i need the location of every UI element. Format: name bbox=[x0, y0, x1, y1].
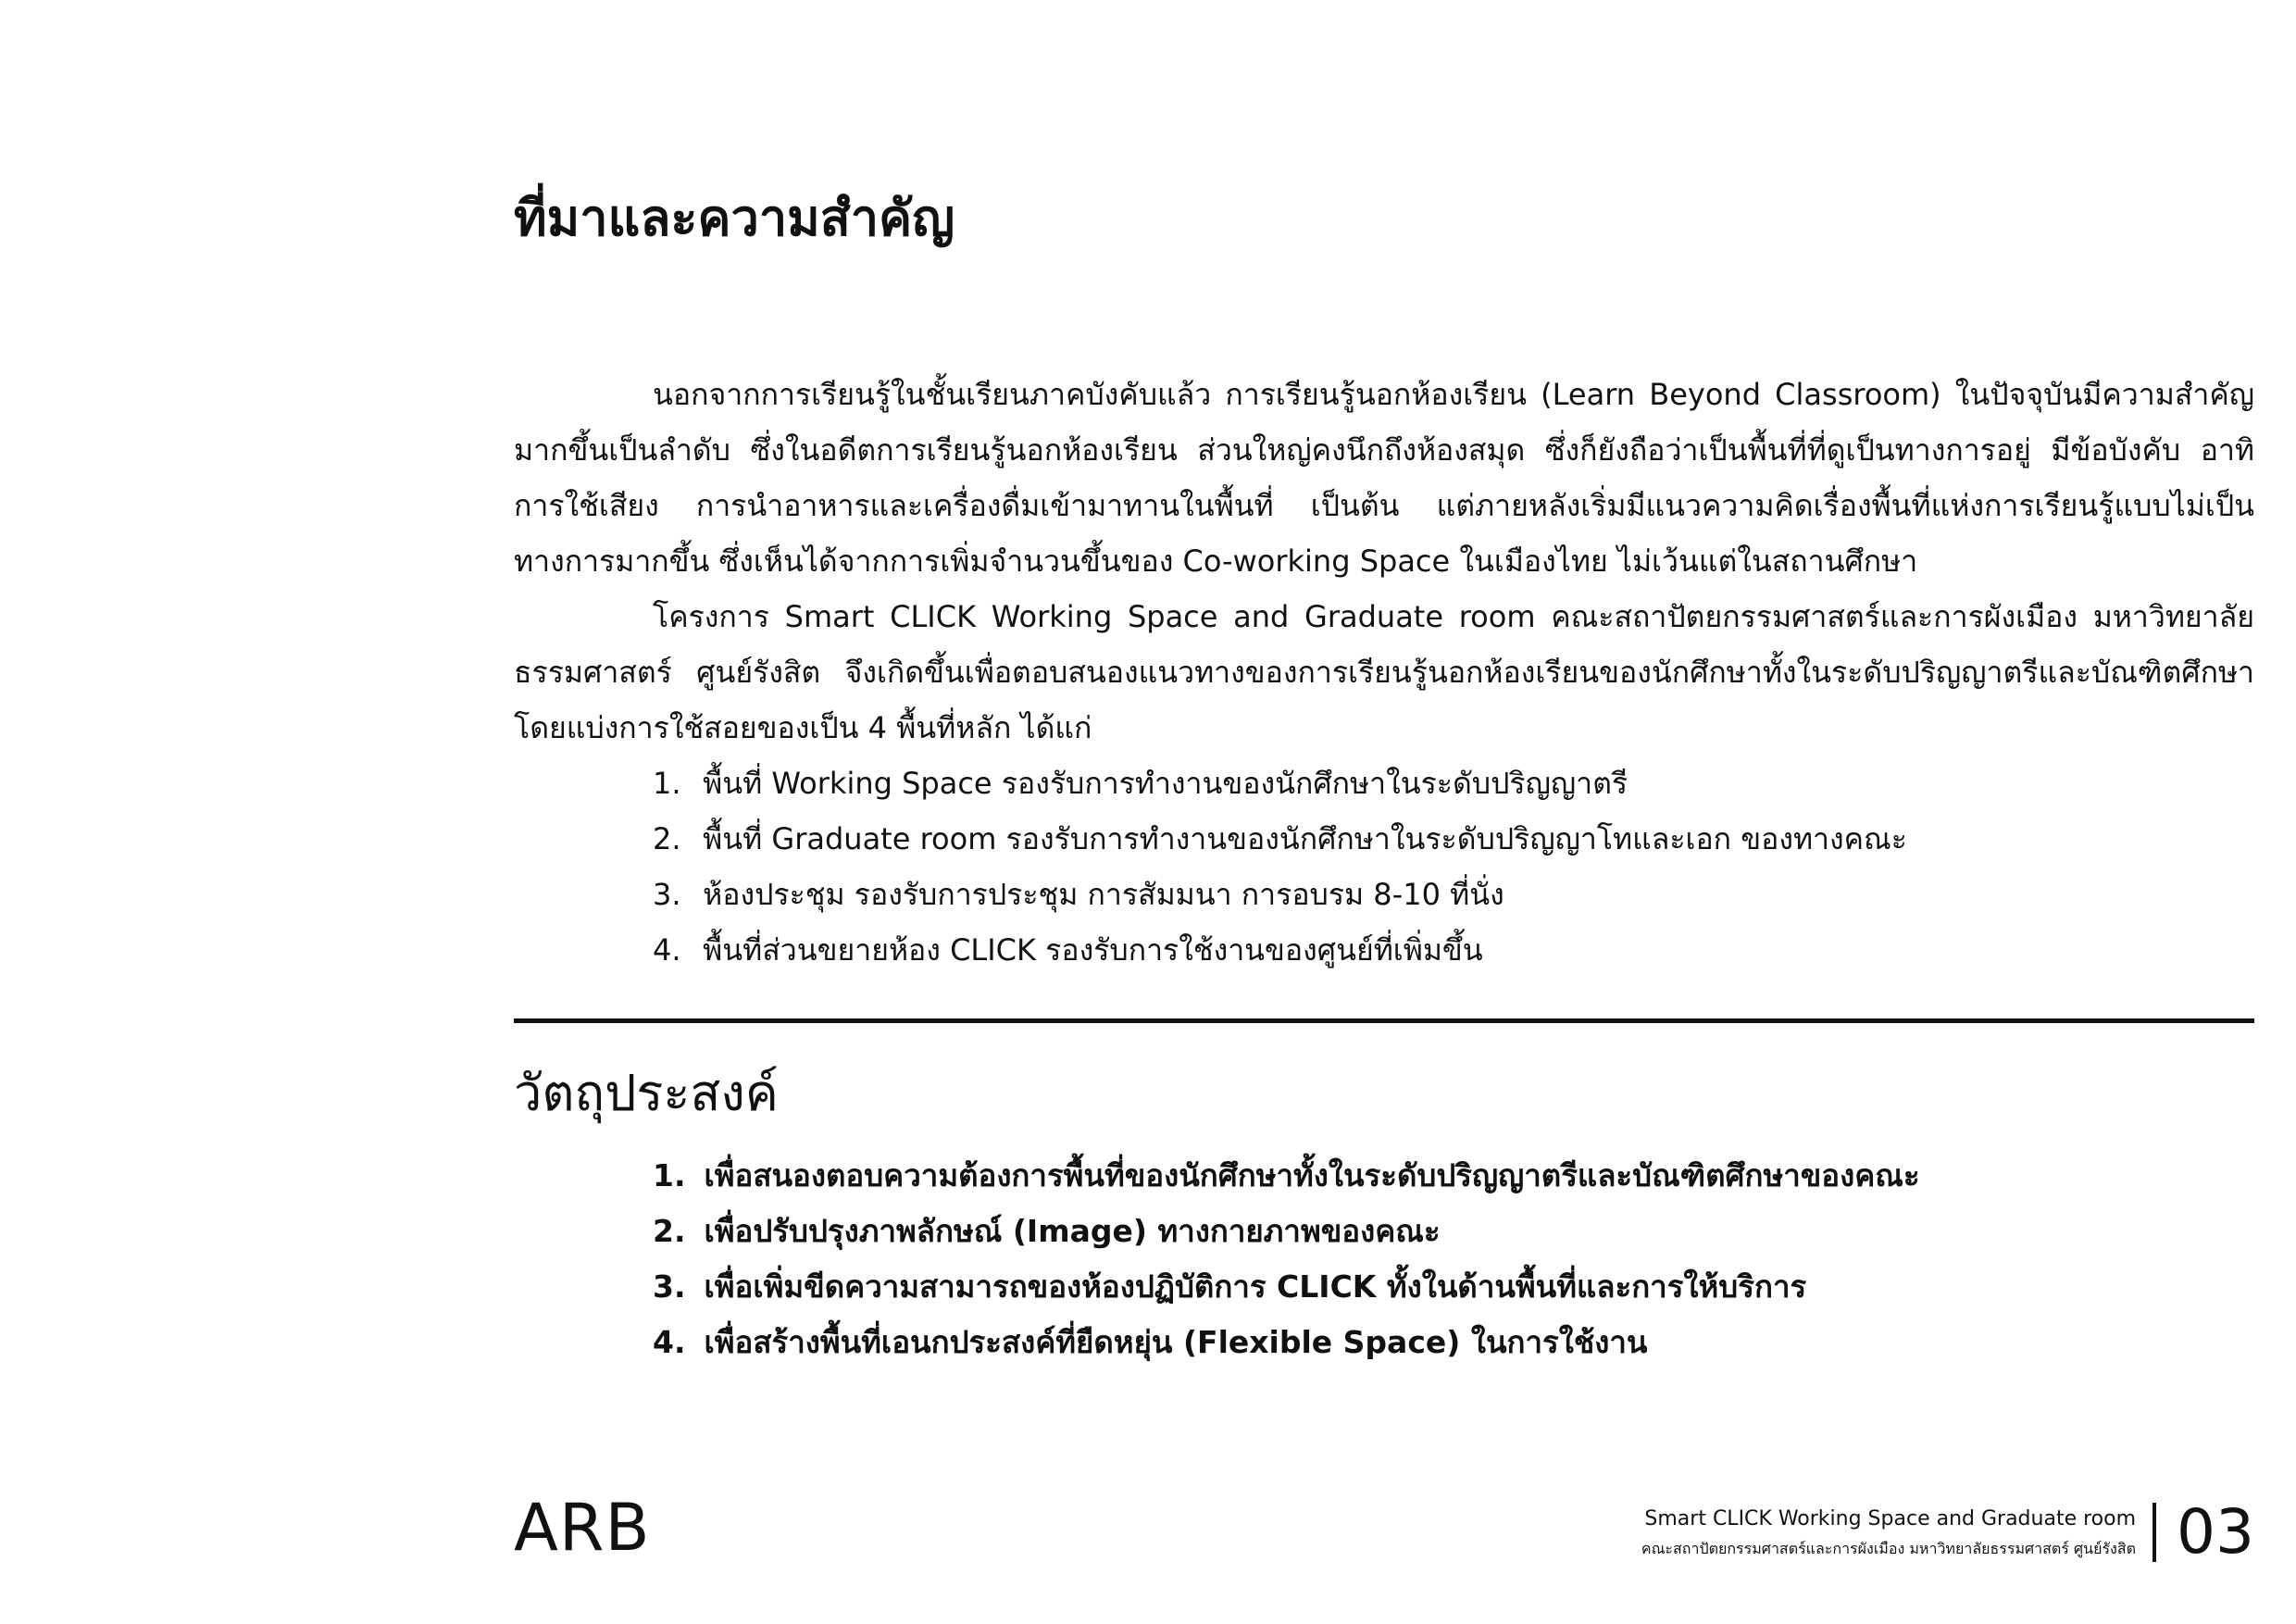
list-item bbox=[514, 811, 2254, 867]
paragraph-2: โครงการ Smart CLICK Working Space and Graduate room คณะสถาปัตยกรรมศาสตร์และการผังเมือง มหาวิทยาลัยธรรมศาสตร์ ศูนย์รังสิต จึงเกิดขึ้นเพื่อตอบสนองแนวทางของการเรียนรู้นอกห้องเรียนของนักศึกษาทั้งในระดับปริญญาตรีและบัณฑิตศึกษา โดยแบ่งการใช้สอยของเป็น 4 พื้นที่หลัก ได้แก่ bbox=[514, 599, 2254, 745]
list-number: 2. bbox=[653, 1213, 686, 1249]
list-text: เพื่อปรับปรุงภาพลักษณ์ (Image) ทางกายภาพของคณะ bbox=[704, 1213, 1441, 1249]
list-text: เพื่อสนองตอบความต้องการพื้นที่ของนักศึกษาทั้งในระดับปริญญาตรีและบัณฑิตศึกษาของคณะ bbox=[704, 1157, 1920, 1193]
objectives-list bbox=[514, 1148, 1920, 1370]
list-item bbox=[514, 867, 2254, 922]
section-divider bbox=[514, 1018, 2254, 1023]
footer-title: Smart CLICK Working Space and Graduate room bbox=[1644, 1507, 2137, 1530]
area-list bbox=[514, 756, 2254, 978]
list-text: พื้นที่ Working Space รองรับการทำงานของนักศึกษาในระดับปริญญาตรี bbox=[703, 766, 1628, 801]
list-number: 2. bbox=[653, 821, 681, 856]
list-text: พื้นที่ Graduate room รองรับการทำงานของนักศึกษาในระดับปริญญาโทและเอก ของทางคณะ bbox=[703, 821, 1907, 856]
background-body bbox=[514, 367, 2254, 978]
list-number: 1. bbox=[653, 766, 681, 801]
arb-logo: ARB bbox=[514, 1490, 651, 1566]
list-number: 3. bbox=[653, 1268, 686, 1305]
list-text: เพื่อสร้างพื้นที่เอนกประสงค์ที่ยืดหยุ่น (Flexible Space) ในการใช้งาน bbox=[704, 1324, 1648, 1360]
list-number: 4. bbox=[653, 932, 681, 968]
list-item bbox=[514, 922, 2254, 978]
list-item bbox=[514, 1259, 1920, 1315]
page-number: 03 bbox=[2177, 1496, 2254, 1568]
list-number: 3. bbox=[653, 877, 681, 912]
list-item bbox=[514, 1148, 1920, 1204]
background-heading: ที่มาและความสำคัญ bbox=[514, 189, 955, 247]
list-item bbox=[514, 1315, 1920, 1370]
footer-text bbox=[1641, 1503, 2136, 1562]
list-text: เพื่อเพิ่มขีดความสามารถของห้องปฏิบัติการ CLICK ทั้งในด้านพื้นที่และการให้บริการ bbox=[704, 1268, 1807, 1305]
list-number: 1. bbox=[653, 1157, 686, 1193]
list-text: พื้นที่ส่วนขยายห้อง CLICK รองรับการใช้งานของศูนย์ที่เพิ่มขึ้น bbox=[703, 932, 1483, 968]
list-item bbox=[514, 756, 2254, 811]
footer bbox=[1641, 1496, 2254, 1568]
footer-subtitle: คณะสถาปัตยกรรมศาสตร์และการผังเมือง มหาวิทยาลัยธรรมศาสตร์ ศูนย์รังสิต bbox=[1641, 1540, 2137, 1557]
list-item bbox=[514, 1204, 1920, 1259]
paragraph-1: นอกจากการเรียนรู้ในชั้นเรียนภาคบังคับแล้ว การเรียนรู้นอกห้องเรียน (Learn Beyond Classroom) ในปัจจุบันมีความสำคัญมากขึ้นเป็นลำดับ ซึ่งในอดีตการเรียนรู้นอกห้องเรียน ส่วนใหญ่คงนึกถึงห้องสมุด ซึ่งก็ยังถือว่าเป็นพื้นที่ที่ดูเป็นทางการอยู่ มีข้อบังคับ อาทิ การใช้เสียง การนำอาหารและเครื่องดื่มเข้ามาทานในพื้นที่ เป็นต้น แต่ภายหลังเริ่มมีแนวความคิดเรื่องพื้นที่แห่งการเรียนรู้แบบไม่เป็นทางการมากขึ้น ซึ่งเห็นได้จากการเพิ่มจำนวนขึ้นของ Co-working Space ในเมืองไทย ไม่เว้นแต่ในสถานศึกษา bbox=[514, 377, 2254, 579]
footer-divider bbox=[2152, 1503, 2156, 1562]
list-text: ห้องประชุม รองรับการประชุม การสัมมนา การอบรม 8-10 ที่นั่ง bbox=[703, 877, 1504, 912]
objectives-heading: วัตถุประสงค์ bbox=[514, 1064, 779, 1122]
list-number: 4. bbox=[653, 1324, 686, 1360]
